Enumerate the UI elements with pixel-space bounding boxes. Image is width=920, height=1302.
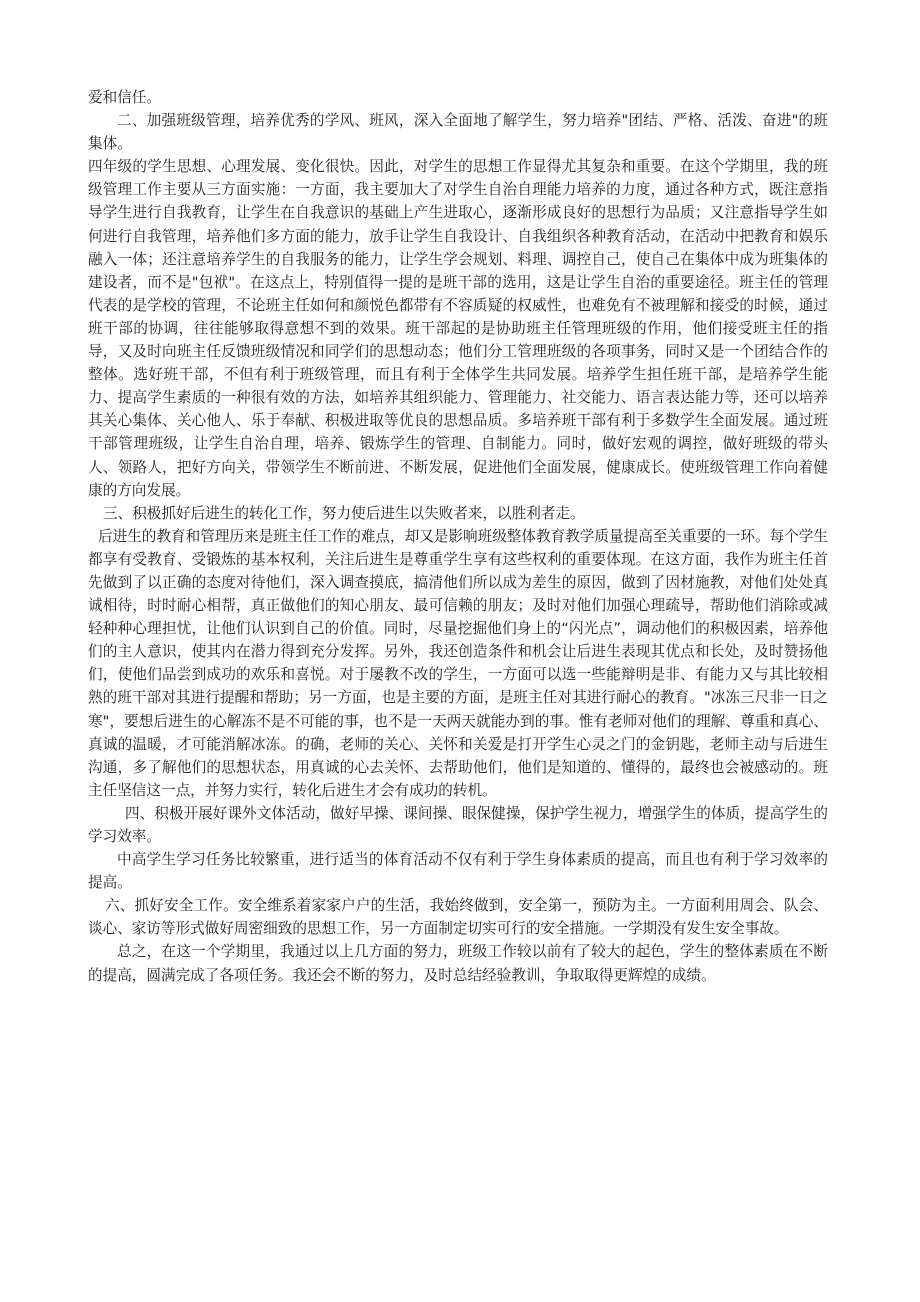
paragraph-continuation: 爱和信任。 [88, 89, 161, 106]
paragraph-activities: 中高学生学习任务比较繁重，进行适当的体育活动不仅有利于学生身体素质的提高，而且也有利于学习效率的提高。 [88, 851, 828, 892]
section-heading-class-management: 二、加强班级管理，培养优秀的学风、班风，深入全面地了解学生，努力培养"团结、严格、活泼、奋进"的班集体。 [88, 112, 828, 153]
section-heading-underachievers: 三、积极抓好后进生的转化工作，努力使后进生以失败者来，以胜利者走。 [103, 504, 585, 522]
document-page [88, 86, 828, 987]
paragraph-safety: 六、抓好安全工作。安全维系着家家户户的生活，我始终做到，安全第一，预防为主。一方面利用周会、队会、谈心、家访等形式做好周密细致的思想工作，另一方面制定切实可行的安全措施。一学期没有发生安全事故。 [88, 897, 828, 938]
paragraph-summary: 总之，在这一个学期里，我通过以上几方面的努力，班级工作较以前有了较大的起色，学生的整体素质在不断的提高，圆满完成了各项任务。我还会不断的努力，及时总结经验教训，争取取得更辉煌的成绩。 [88, 943, 828, 984]
paragraph-class-management: 四年级的学生思想、心理发展、变化很快。因此，对学生的思想工作显得尤其复杂和重要。在这个学期里，我的班级管理工作主要从三方面实施：一方面，我主要加大了对学生自治自理能力培养的力度，通过各种方式，既注意指导学生进行自我教育，让学生在自我意识的基础上产生进取心，逐渐形成良好的思想行为品质；又注意指导学生如何进行自我管理，培养他们多方面的能力，放手让学生自我设计、自我组织各种教育活动，在活动中把教育和娱乐融入一体；还注意培养学生的自我服务的能力，让学生学会规划、料理、调控自己，使自己在集体中成为班集体的建设者，而不是"包袱"。在这点上，特别值得一提的是班干部的选用，这是让学生自治的重要途径。班主任的管理代表的是学校的管理，不论班主任如何和颜悦色都带有不容质疑的权威性，也难免有不被理解和接受的时候，通过班干部的协调，往往能够取得意想不到的效果。班干部起的是协助班主任管理班级的作用，他们接受班主任的指导，又及时向班主任反馈班级情况和同学们的思想动态；他们分工管理班级的各项事务，同时又是一个团结合作的整体。选好班干部，不但有利于班级管理，而且有利于全体学生共同发展。培养学生担任班干部，是培养学生能力、提高学生素质的一种很有效的方法，如培养其组织能力、管理能力、社交能力、语言表达能力等，还可以培养其关心集体、关心他人、乐于奉献、积极进取等优良的思想品质。多培养班干部有利于多数学生全面发展。通过班干部管理班级，让学生自治自理，培养、锻炼学生的管理、自制能力。同时，做好宏观的调控，做好班级的带头人、领路人，把好方向关，带领学生不断前进、不断发展，促进他们全面发展，健康成长。使班级管理工作向着健康的方向发展。 [88, 158, 828, 499]
section-heading-activities: 四、积极开展好课外文体活动，做好早操、课间操、眼保健操，保护学生视力，增强学生的体质，提高学生的学习效率。 [88, 804, 828, 845]
paragraph-underachievers: 后进生的教育和管理历来是班主任工作的难点，却又是影响班级整体教育教学质量提高至关重要的一环。每个学生都享有受教育、受锻炼的基本权利，关注后进生是尊重学生享有这些权利的重要体现。在这方面，我作为班主任首先做到了以正确的态度对待他们，深入调查摸底，搞清他们所以成为差生的原因，做到了因材施教，对他们处处真诚相待，时时耐心相帮，真正做他们的知心朋友、最可信赖的朋友；及时对他们加强心理疏导，帮助他们消除或减轻种种心理担忧，让他们认识到自己的价值。同时，尽量挖掘他们身上的“闪光点”，调动他们的积极因素，培养他们的主人意识，使其内在潜力得到充分发挥。另外，我还创造条件和机会让后进生表现其优点和长处，及时赞扬他们，使他们品尝到成功的欢乐和喜悦。对于屡教不改的学生，一方面可以选一些能辩明是非、有能力又与其比较相熟的班干部对其进行提醒和帮助；另一方面，也是主要的方面，是班主任对其进行耐心的教育。"冰冻三尺非一日之寒"，要想后进生的心解冻不是不可能的事，也不是一天两天就能办到的事。惟有老师对他们的理解、尊重和真心、真诚的温暖，才可能消解冰冻。的确，老师的关心、关怀和关爱是打开学生心灵之门的金钥匙，老师主动与后进生沟通，多了解他们的思想状态，用真诚的心去关怀、去帮助他们，他们是知道的、懂得的，最终也会被感动的。班主任坚信这一点，并努力实行，转化后进生才会有成功的转机。 [88, 527, 828, 799]
